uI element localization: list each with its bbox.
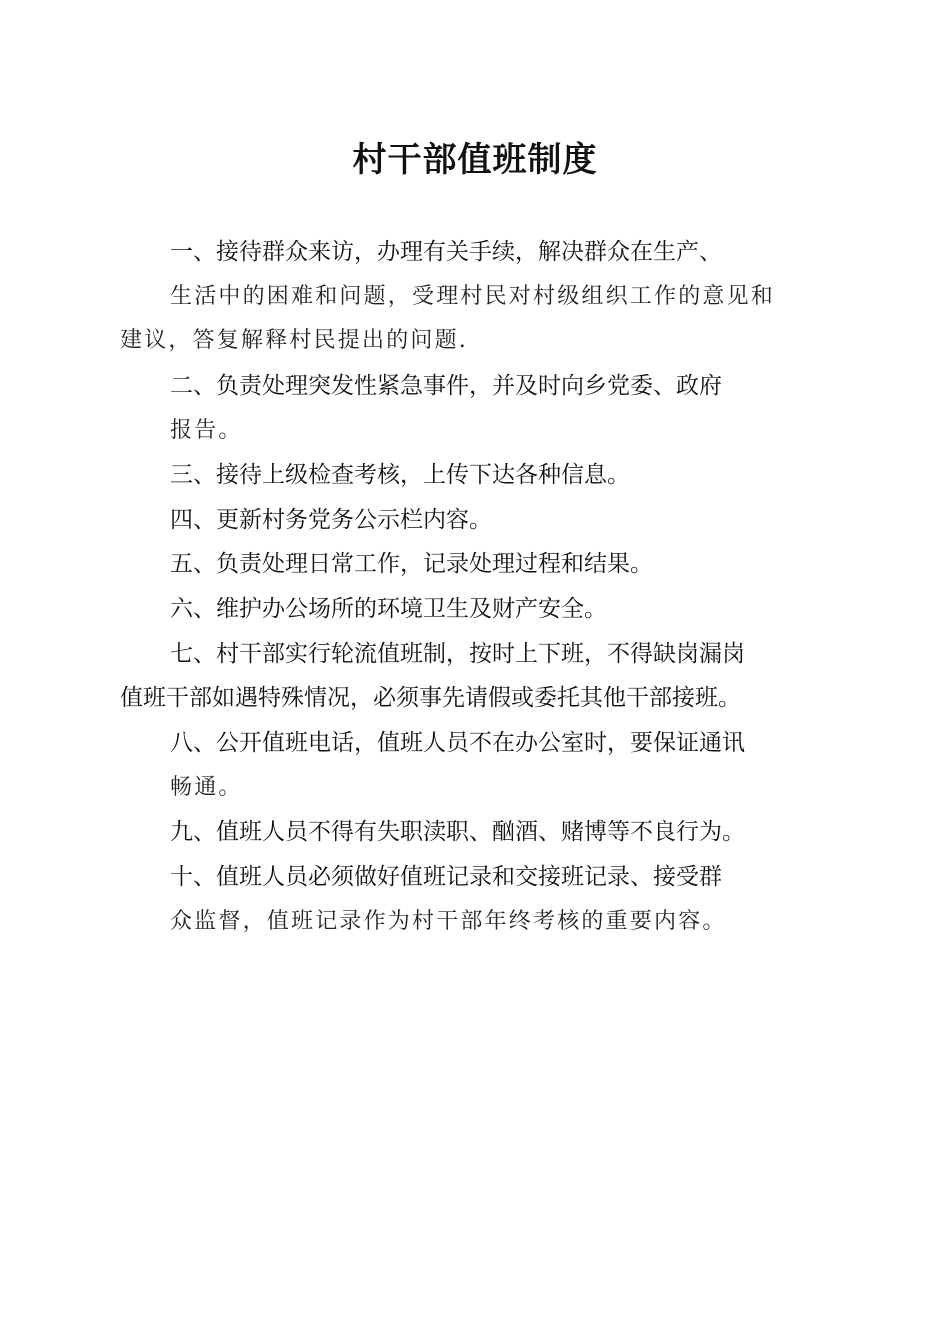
rule-7-line-2: 值班干部如遇特殊情况，必须事先请假或委托其他干部接班。: [120, 685, 741, 711]
rule-5: 五、负责处理日常工作，记录处理过程和结果。: [170, 551, 653, 577]
rule-1-line-1: 一、接待群众来访，办理有关手续，解决群众在生产、: [170, 239, 722, 265]
rule-2-line-2: 报告。: [170, 418, 243, 443]
rule-7-line-1: 七、村干部实行轮流值班制，按时上下班，不得缺岗漏岗: [170, 641, 745, 667]
rule-9: 九、值班人员不得有失职渎职、酗酒、赌博等不良行为。: [170, 819, 745, 845]
rule-2-line-1: 二、负责处理突发性紧急事件，并及时向乡党委、政府: [170, 373, 722, 399]
rule-6: 六、维护办公场所的环境卫生及财产安全。: [170, 596, 607, 622]
rule-8-line-1: 八、公开值班电话，值班人员不在办公室时，要保证通讯: [170, 730, 745, 756]
rule-1-line-3: 建议，答复解释村民提出的问题.: [120, 328, 468, 353]
rule-8-line-2: 畅通。: [170, 775, 243, 800]
rule-3: 三、接待上级检查考核，上传下达各种信息。: [170, 462, 630, 488]
rule-1-line-2: 生活中的困难和问题，受理村民对村级组织工作的意见和: [170, 284, 776, 309]
rule-10-line-1: 十、值班人员必须做好值班记录和交接班记录、接受群: [170, 864, 722, 890]
document-title: 村干部值班制度: [352, 140, 598, 180]
rule-10-line-2: 众监督，值班记录作为村干部年终考核的重要内容。: [170, 909, 727, 934]
rule-4: 四、更新村务党务公示栏内容。: [170, 507, 492, 533]
